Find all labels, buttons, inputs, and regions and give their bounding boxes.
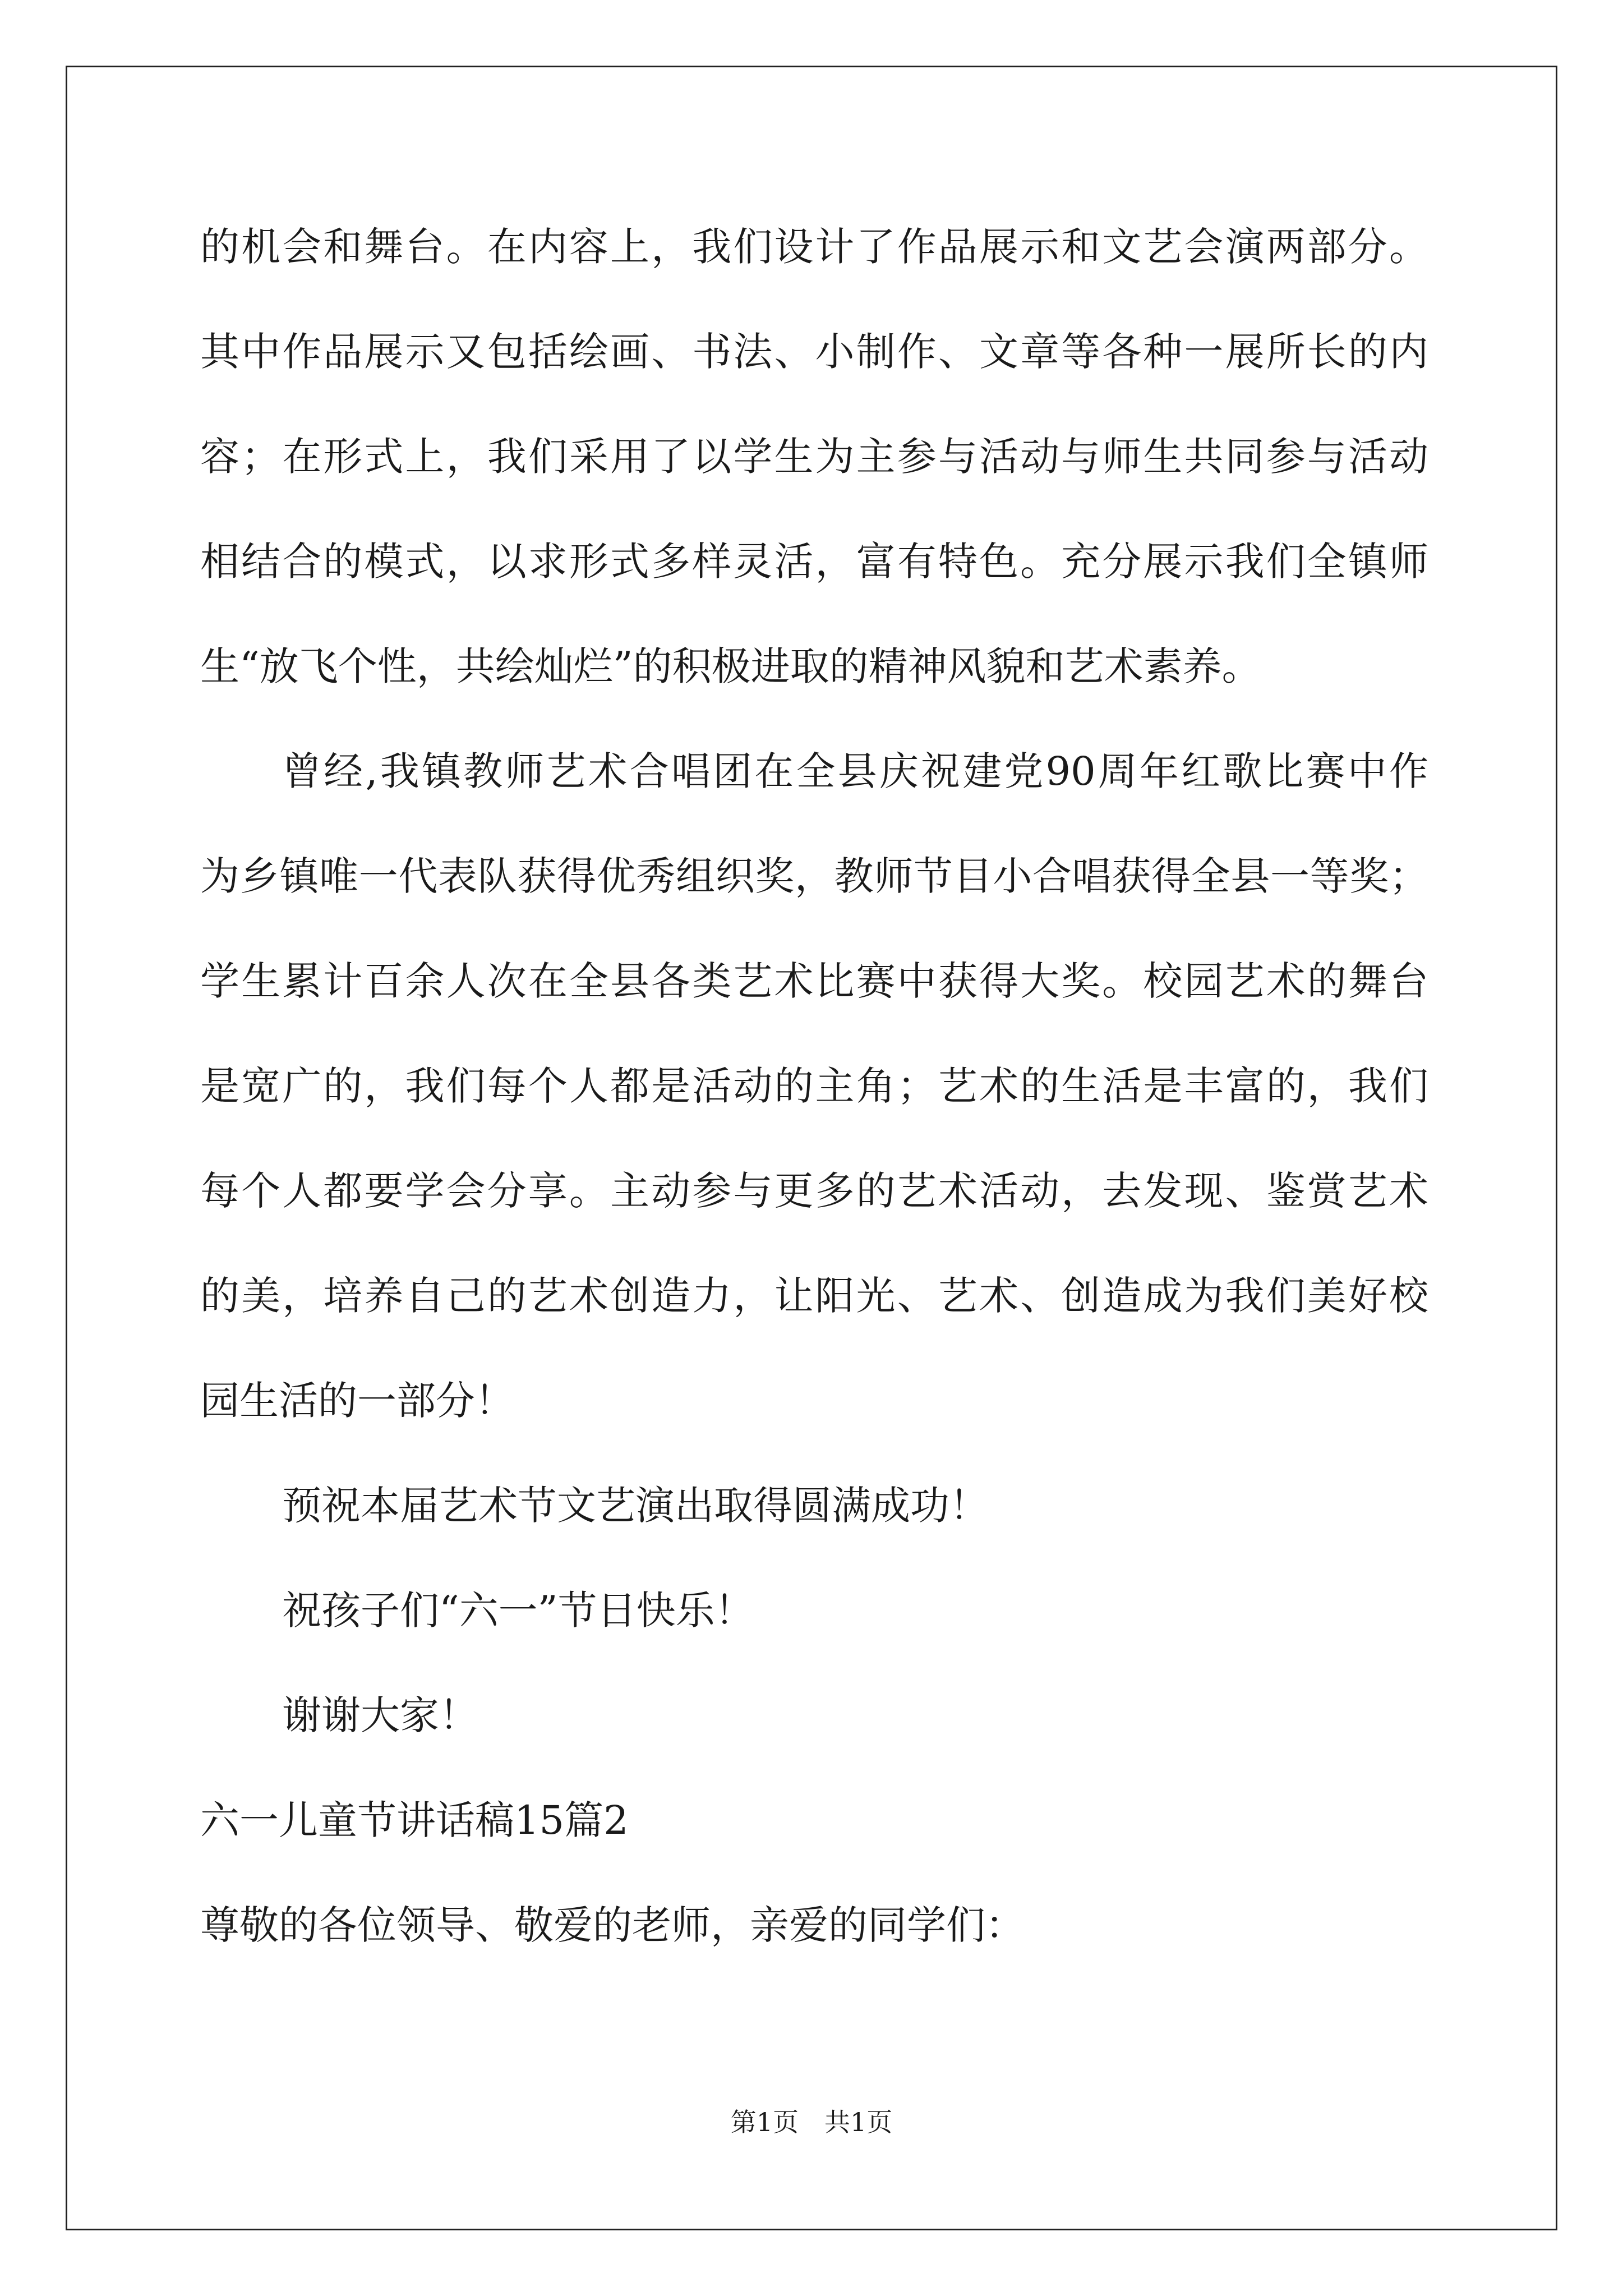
text-line: 生“放飞个性，共绘灿烂”的积极进取的精神风貌和艺术素养。 xyxy=(200,643,1261,689)
text-line: 容；在形式上，我们采用了以学生为主参与活动与师生共同参与活动 xyxy=(200,434,1428,480)
text-line: 其中作品展示又包括绘画、书法、小制作、文章等各种一展所长的内 xyxy=(200,329,1428,375)
text-line: 祝孩子们“六一”节日快乐！ xyxy=(282,1588,754,1634)
text-line: 每个人都要学会分享。主动参与更多的艺术活动，去发现、鉴赏艺术 xyxy=(200,1168,1428,1214)
text-line: 曾经,我镇教师艺术合唱团在全县庆祝建党90周年红歌比赛中作 xyxy=(282,748,1428,794)
section-heading: 六一儿童节讲话稿15篇2 xyxy=(200,1797,629,1843)
text-line: 谢谢大家！ xyxy=(282,1692,478,1738)
document-body xyxy=(200,213,1428,1996)
page-number: 第1页 共1页 xyxy=(730,2107,893,2137)
text-line: 相结合的模式，以求形式多样灵活，富有特色。充分展示我们全镇师 xyxy=(200,539,1428,585)
salutation: 尊敬的各位领导、敬爱的老师，亲爱的同学们： xyxy=(200,1902,1025,1948)
text-line: 的美，培养自己的艺术创造力，让阳光、艺术、创造成为我们美好校 xyxy=(200,1273,1428,1319)
text-line: 的机会和舞台。在内容上，我们设计了作品展示和文艺会演两部分。 xyxy=(200,224,1428,270)
text-line: 是宽广的，我们每个人都是活动的主角；艺术的生活是丰富的，我们 xyxy=(200,1063,1428,1109)
text-line: 园生活的一部分！ xyxy=(200,1378,514,1424)
text-line: 学生累计百余人次在全县各类艺术比赛中获得大奖。校园艺术的舞台 xyxy=(200,958,1428,1004)
text-line: 预祝本届艺术节文艺演出取得圆满成功！ xyxy=(282,1483,989,1529)
page-footer xyxy=(0,2105,1623,2139)
text-line: 为乡镇唯一代表队获得优秀组织奖，教师节目小合唱获得全县一等奖； xyxy=(200,853,1428,899)
